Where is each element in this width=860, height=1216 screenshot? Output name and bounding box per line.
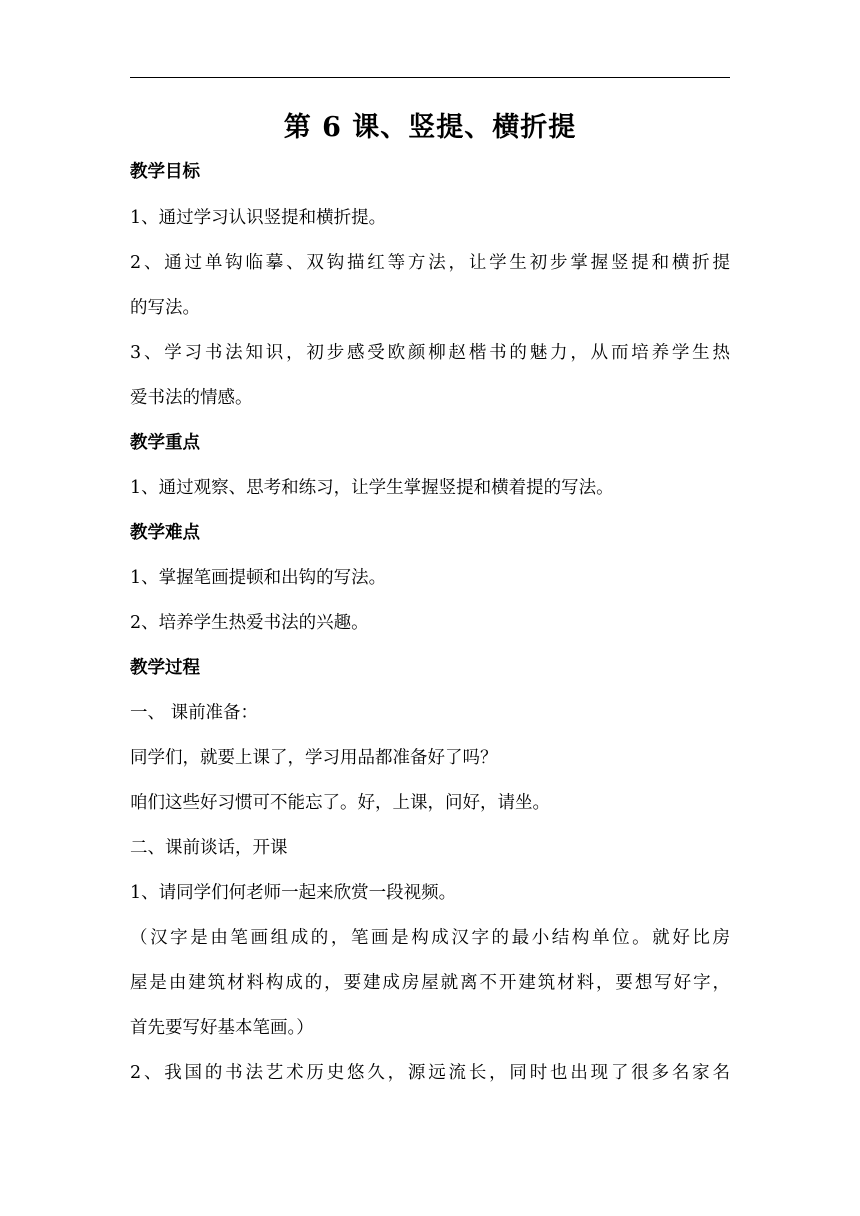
step-1-paragraph-2: 咱们这些好习惯可不能忘了。好，上课，问好，请坐。 <box>130 793 550 813</box>
header-rule <box>130 77 730 78</box>
difficult-point-2: 2、培养学生热爱书法的兴趣。 <box>130 613 369 633</box>
step-2-note-line-3: 首先要写好基本笔画。） <box>130 1018 314 1038</box>
step-2-paragraph-2: 2、我国的书法艺术历史悠久，源远流长，同时也出现了很多名家名 <box>130 1063 730 1083</box>
step-2-note-line-1: （汉字是由笔画组成的，笔画是构成汉字的最小结构单位。就好比房 <box>130 928 730 948</box>
goals-heading: 教学目标 <box>130 162 200 182</box>
goal-3-line-1: 3、学习书法知识，初步感受欧颜柳赵楷书的魅力，从而培养学生热 <box>130 343 730 363</box>
difficult-point-1: 1、掌握笔画提顿和出钩的写法。 <box>130 568 387 588</box>
step-2-note-line-2: 屋是由建筑材料构成的，要建成房屋就离不开建筑材料，要想写好字， <box>130 973 730 993</box>
step-1-title: 一、 课前准备： <box>130 703 259 723</box>
step-1-paragraph-1: 同学们，就要上课了，学习用品都准备好了吗？ <box>130 748 498 768</box>
goal-2-line-2: 的写法。 <box>130 298 200 318</box>
page-title: 第 6 课、竖提、横折提 <box>283 112 577 143</box>
goal-3-line-2: 爱书法的情感。 <box>130 388 253 408</box>
step-2-paragraph-1: 1、请同学们何老师一起来欣赏一段视频。 <box>130 883 457 903</box>
process-heading: 教学过程 <box>130 658 200 678</box>
key-heading: 教学重点 <box>130 433 200 453</box>
difficult-heading: 教学难点 <box>130 523 200 543</box>
goal-1: 1、通过学习认识竖提和横折提。 <box>130 208 387 228</box>
goal-2-line-1: 2、通过单钩临摹、双钩描红等方法，让学生初步掌握竖提和横折提 <box>130 253 730 273</box>
step-2-title: 二、课前谈话，开课 <box>130 838 288 858</box>
key-point-1: 1、通过观察、思考和练习，让学生掌握竖提和横着提的写法。 <box>130 478 614 498</box>
